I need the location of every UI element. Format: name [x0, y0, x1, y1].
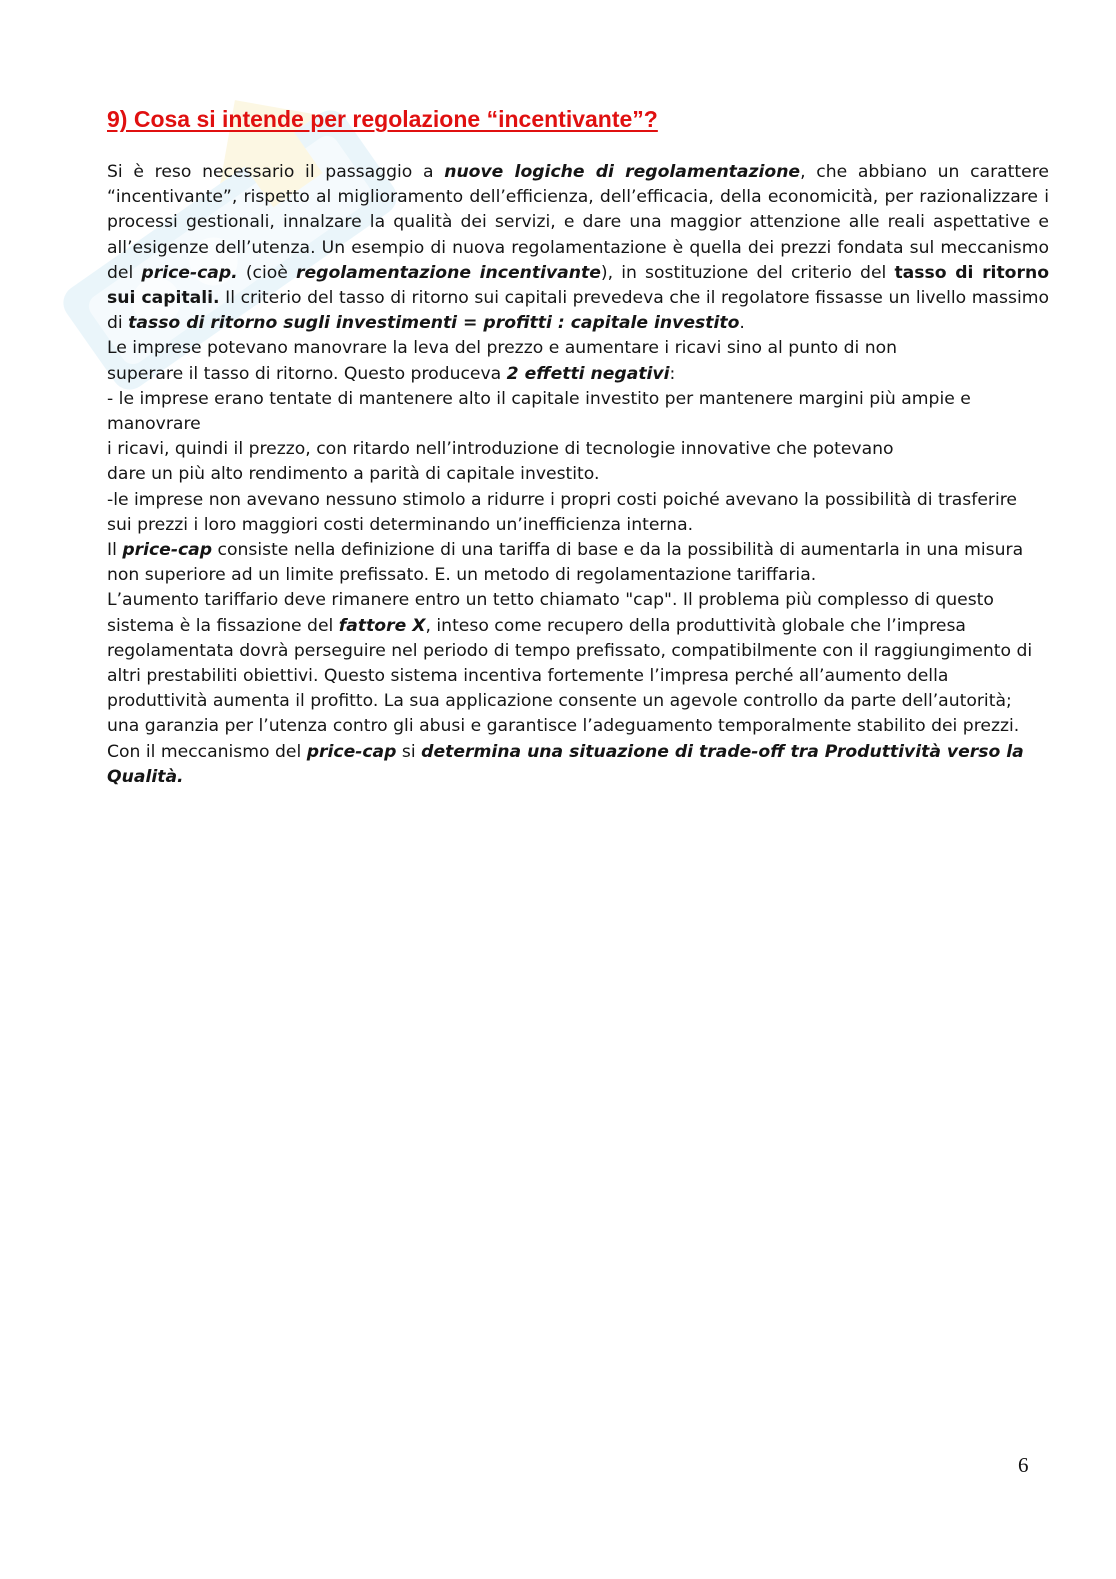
text-run: Si è reso necessario il passaggio a [107, 162, 445, 182]
text-run: i ricavi, quindi il prezzo, con ritardo nell’introduzione di tecnologie innovative che potevano [107, 439, 894, 460]
text-run: sistema è la fissazione del [107, 615, 339, 636]
emphasis-text: tasso di ritorno sui capitali. [107, 262, 1049, 309]
paragraph [107, 336, 1049, 790]
emphasis-text: regolamentazione incentivante [296, 262, 601, 283]
page-number: 6 [1018, 1453, 1029, 1477]
text-run: altri prestabiliti obiettivi. Questo sistema incentiva fortemente l’impresa perché all’aumento della [107, 666, 949, 687]
emphasis-text: fattore X [338, 615, 426, 636]
text-run: , inteso come recupero della produttività globale che l’impresa [425, 615, 966, 636]
emphasis-text: price-cap [122, 540, 213, 561]
text-run: (cioè [237, 262, 297, 283]
text-run: non superiore ad un limite prefissato. E. un metodo di regolamentazione tariffaria. [107, 565, 817, 586]
text-run: Il [107, 540, 123, 561]
page-title: 9) Cosa si intende per regolazione “incentivante”? [107, 106, 658, 132]
text-run: - le imprese erano tentate di mantenere alto il capitale investito per mantenere margini più ampie e manovrare [107, 388, 971, 435]
text-run: : [669, 363, 676, 384]
emphasis-text: price-cap. [141, 262, 238, 283]
paragraph [107, 160, 1049, 336]
text-run: dare un più alto rendimento a parità di capitale investito. [107, 464, 600, 485]
text-run: Le imprese potevano manovrare la leva del prezzo e aumentare i ricavi sino al punto di non [107, 338, 898, 359]
text-run: Il criterio del tasso di ritorno sui capitali prevedeva che il regolatore fissasse un livello massimo di [107, 288, 1049, 334]
text-run: produttività aumenta il profitto. La sua applicazione consente un agevole controllo da parte dell’autorità; [107, 691, 1012, 712]
text-run: regolamentata dovrà perseguire nel periodo di tempo prefissato, compatibilmente con il raggiungimento di [107, 640, 1033, 661]
text-run: sui prezzi i loro maggiori costi determinando un’inefficienza interna. [107, 514, 694, 535]
text-run: , che abbiano un carattere “incentivante”, rispetto al miglioramento dell’efficienza, dell’efficacia, della economicità, per razionalizzare i processi gestionali, innalzare la qualità dei servizi, e dare una maggior attenzione alle reali aspettative e all’esigenze dell’utenza. Un esempio di nuova regolamentazione è quella dei prezzi fondata sul meccanismo del [107, 162, 1049, 283]
emphasis-text: price-cap [306, 741, 397, 762]
emphasis-text: tasso di ritorno sugli investimenti = profitti : capitale investito [128, 313, 740, 334]
body-text [107, 160, 1049, 790]
text-run: consiste nella definizione di una tariffa di base e da la possibilità di aumentarla in una misura [212, 540, 1024, 561]
text-run: si [396, 741, 422, 762]
emphasis-text: nuove logiche di regolamentazione [444, 162, 801, 182]
text-run: una garanzia per l’utenza contro gli abusi e garantisce l’adeguamento temporalmente stabilito dei prezzi. [107, 716, 1020, 737]
text-run: -le imprese non avevano nessuno stimolo a ridurre i propri costi poiché avevano la possibilità di trasferire [107, 489, 1017, 510]
text-run: ), in sostituzione del criterio del [600, 262, 895, 283]
emphasis-text: determina una situazione di trade-off tra Produttività verso la Qualità. [107, 741, 1024, 787]
text-run: L’aumento tariffario deve rimanere entro un tetto chiamato "cap". Il problema più complesso di questo [107, 590, 994, 611]
emphasis-text: 2 effetti negativi [506, 363, 670, 384]
text-run: . [739, 313, 745, 334]
text-run: Con il meccanismo del [107, 741, 307, 762]
text-run: superare il tasso di ritorno. Questo produceva [107, 363, 507, 384]
